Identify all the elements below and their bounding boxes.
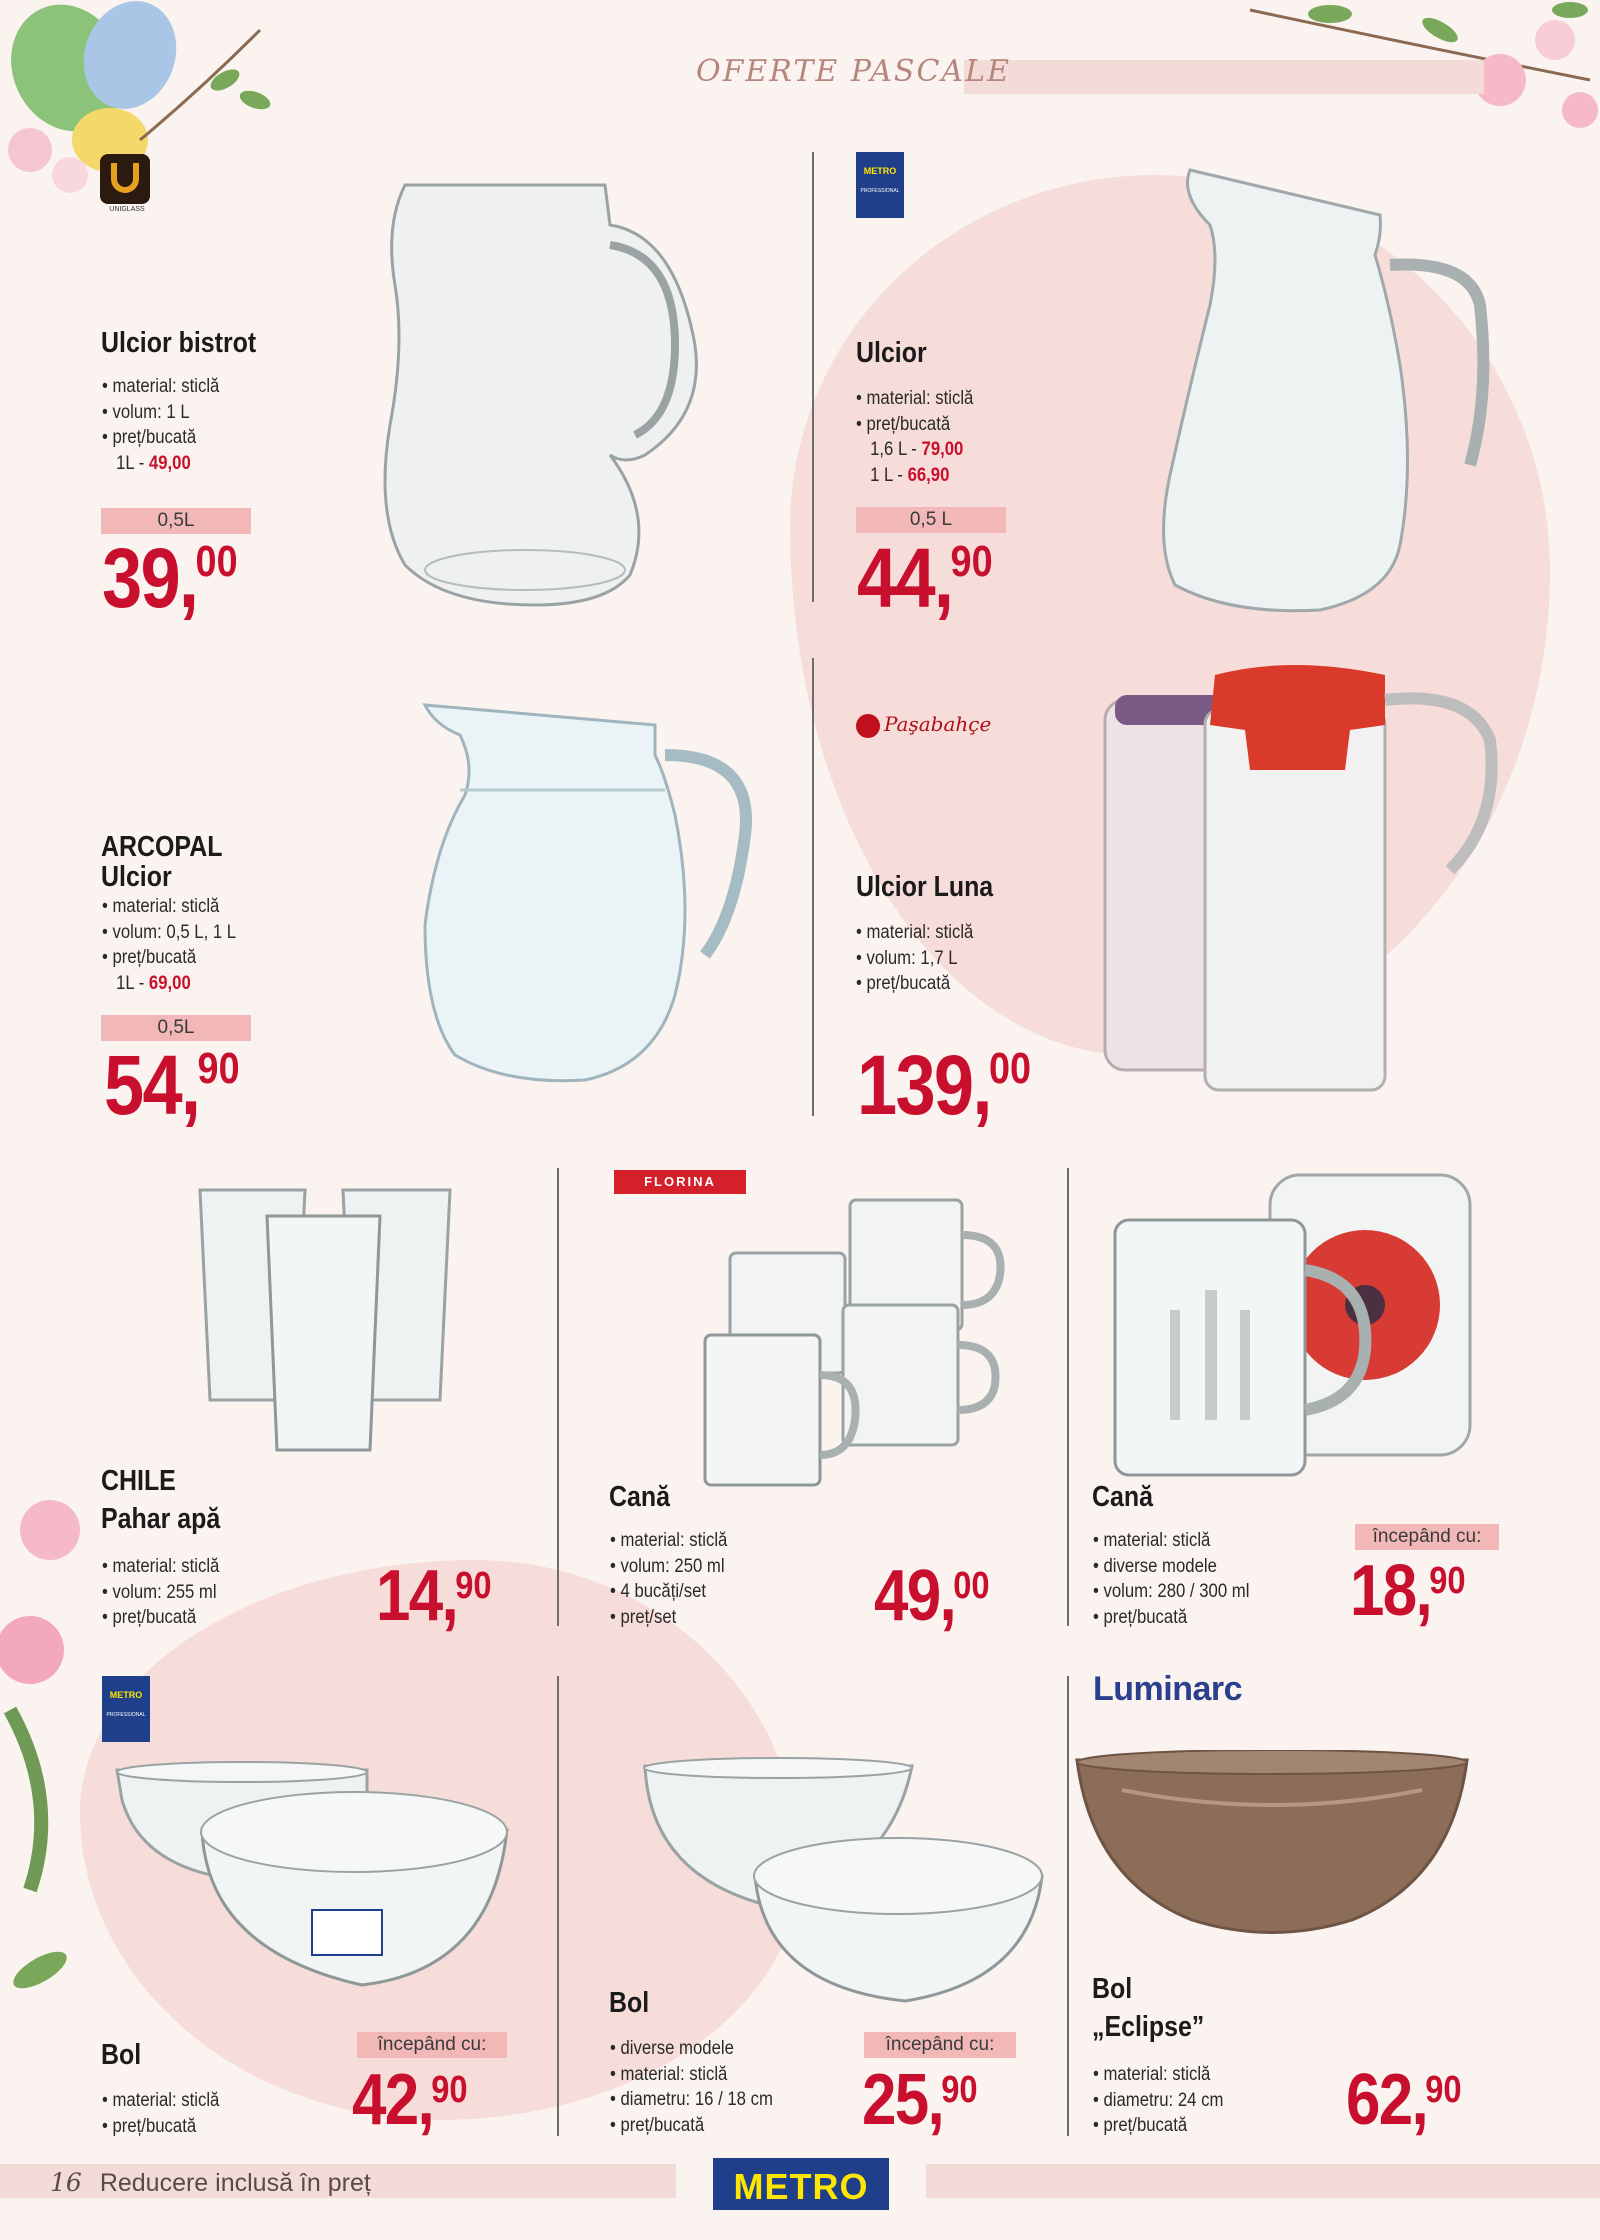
- divider: [557, 1168, 559, 1626]
- price: 44,90: [857, 531, 993, 625]
- product-name: Ulcior bistrot: [101, 327, 257, 359]
- price: 25,90: [862, 2060, 978, 2140]
- price: 139,00: [857, 1038, 1032, 1132]
- luminarc-logo: Luminarc: [1093, 1670, 1243, 1708]
- product-features: • material: sticlă • volum: 0,5 L, 1 L • preț/bucată 1L - 69,00: [102, 896, 237, 994]
- size-tag: 0,5L: [101, 1015, 251, 1041]
- price: 18,90: [1350, 1551, 1466, 1631]
- product-features: • material: sticlă • preț/bucată 1,6 L - 79,00 1 L - 66,90: [856, 388, 974, 486]
- price: 54,90: [104, 1038, 240, 1132]
- price: 39,00: [102, 531, 238, 625]
- header-band: [964, 60, 1484, 94]
- size-tag: 0,5L: [101, 508, 251, 534]
- starting-from-tag: începând cu:: [864, 2032, 1016, 2058]
- starting-from-tag: începând cu:: [357, 2032, 507, 2058]
- product-name: Ulcior: [856, 337, 927, 369]
- divider: [1067, 1676, 1069, 2136]
- pitcher-image: [1150, 165, 1490, 615]
- product-name: CHILE Pahar apă: [101, 1465, 221, 1535]
- divider: [557, 1676, 559, 2136]
- size-tag: 0,5 L: [856, 507, 1006, 533]
- page-number: 16: [50, 2168, 82, 2197]
- price: 62,90: [1346, 2060, 1462, 2140]
- storage-jar-pitcher-image: [1100, 650, 1500, 1100]
- bowls-image: [112, 1760, 517, 2000]
- pitcher-image: [415, 695, 760, 1085]
- uniglass-logo: [100, 154, 154, 216]
- product-features: • material: sticlă • preț/bucată: [102, 2090, 220, 2137]
- glasses-image: [195, 1180, 455, 1455]
- product-name: Bol „Eclipse”: [1092, 1973, 1205, 2043]
- pasabahce-logo: Paşabahçe: [856, 712, 991, 738]
- product-name: Cană: [1092, 1481, 1153, 1513]
- page-title: OFERTE PASCALE: [696, 54, 1011, 89]
- product-features: • material: sticlă • volum: 1,7 L • preț/bucată: [856, 922, 974, 994]
- price: 14,90: [376, 1556, 492, 1636]
- price: 42,90: [352, 2060, 468, 2140]
- metro-professional-logo: METRO PROFESSIONAL: [102, 1676, 150, 1742]
- pitcher-image: [375, 165, 720, 610]
- eclipse-bowl-image: [1072, 1750, 1472, 1950]
- product-name: Cană: [609, 1481, 670, 1513]
- blossom-decoration: [0, 1470, 110, 2030]
- product-name: ARCOPAL Ulcior: [101, 831, 223, 893]
- product-name: Bol: [101, 2039, 142, 2071]
- product-name: Bol: [609, 1987, 650, 2019]
- product-features: • material: sticlă • volum: 1 L • preț/bucată 1L - 49,00: [102, 376, 220, 474]
- divider: [812, 152, 814, 602]
- metro-logo: METRO: [713, 2158, 889, 2210]
- uniglass-label: UNIGLASS: [109, 206, 145, 213]
- florina-logo: FLORINA: [614, 1170, 746, 1194]
- product-features: • material: sticlă • volum: 255 ml • preț/bucată: [102, 1556, 220, 1628]
- product-features: • material: sticlă • diverse modele • volum: 280 / 300 ml • preț/bucată: [1093, 1530, 1250, 1628]
- product-name: Ulcior Luna: [856, 871, 994, 903]
- divider: [1067, 1168, 1069, 1626]
- footer-note: 16 Reducere inclusă în preț: [50, 2168, 371, 2197]
- patterned-bowls-image: [640, 1756, 1050, 2006]
- product-features: • diverse modele • material: sticlă • diametru: 16 / 18 cm • preț/bucată: [610, 2038, 773, 2136]
- product-features: • material: sticlă • volum: 250 ml • 4 bucăți/set • preț/set: [610, 1530, 728, 1628]
- divider: [812, 658, 814, 1116]
- metro-professional-logo: METRO PROFESSIONAL: [856, 152, 904, 218]
- decorated-mugs-image: [1110, 1170, 1475, 1480]
- starting-from-tag: începând cu:: [1355, 1524, 1499, 1550]
- mugs-image: [700, 1195, 1010, 1495]
- product-features: • material: sticlă • diametru: 24 cm • preț/bucată: [1093, 2064, 1224, 2136]
- price: 49,00: [874, 1556, 990, 1636]
